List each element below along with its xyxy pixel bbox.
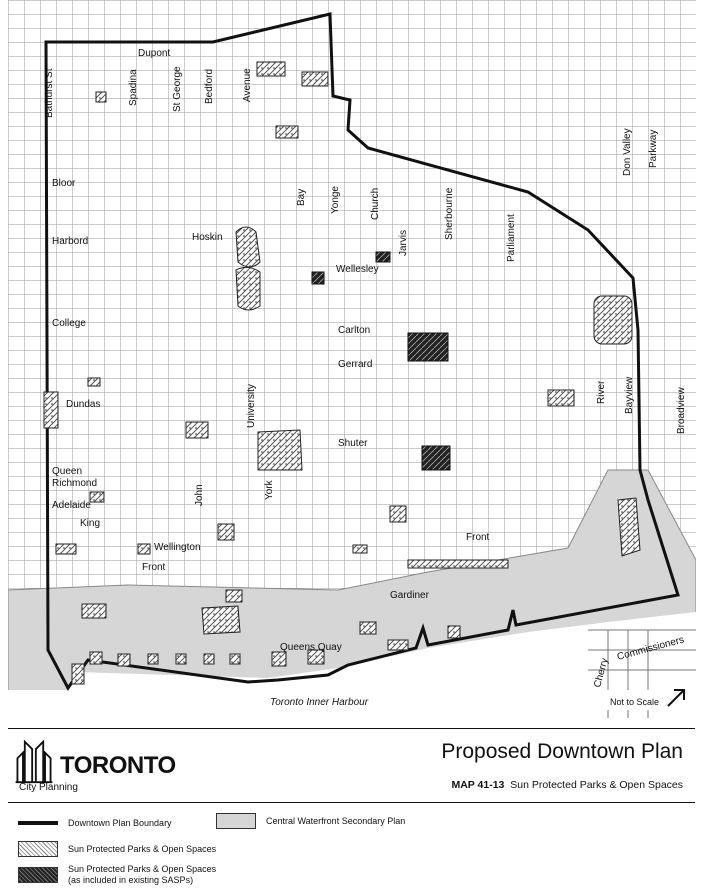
legend-label: (as included in existing SASPs) bbox=[68, 875, 194, 885]
street-label: Avenue bbox=[242, 68, 253, 102]
legend-label: Sun Protected Parks & Open Spaces bbox=[68, 844, 217, 854]
legend-label: Sun Protected Parks & Open Spaces bbox=[68, 864, 217, 874]
street-label: Bayview bbox=[624, 376, 635, 414]
street-label: Front bbox=[466, 532, 490, 543]
map-number: MAP 41-13 bbox=[451, 779, 505, 791]
sasp-parks-swatch bbox=[18, 867, 58, 883]
street-label: Gardiner bbox=[390, 590, 429, 601]
street-label: St George bbox=[172, 66, 183, 112]
street-label: Wellington bbox=[154, 542, 201, 553]
scale-note bbox=[606, 690, 688, 710]
street-label: Shuter bbox=[338, 438, 368, 449]
svg-text:Not to Scale: Not to Scale bbox=[610, 697, 660, 707]
legend-label: Downtown Plan Boundary bbox=[68, 818, 172, 828]
logo-division: City Planning bbox=[19, 782, 78, 793]
street-label: Gerrard bbox=[338, 359, 373, 370]
street-label: Church bbox=[370, 187, 381, 220]
street-label: Front bbox=[142, 562, 166, 573]
street-label: Bathurst St bbox=[44, 68, 55, 118]
street-label: Dupont bbox=[138, 48, 171, 59]
sun-parks-swatch bbox=[18, 841, 58, 857]
street-label: Richmond bbox=[52, 478, 98, 489]
legend-sasp-parks bbox=[18, 864, 216, 886]
legend-divider bbox=[8, 802, 695, 803]
street-label: Sherbourne bbox=[444, 187, 455, 240]
legend-sun-parks bbox=[18, 841, 216, 857]
street-label: Broadview bbox=[676, 387, 687, 434]
street-label: Bloor bbox=[52, 178, 76, 189]
street-label: Bay bbox=[296, 188, 307, 206]
boundary-swatch bbox=[18, 821, 58, 825]
logo-wordmark: TORONTO bbox=[60, 752, 176, 779]
toronto-logo-icon bbox=[14, 738, 54, 784]
street-label: Jarvis bbox=[398, 229, 409, 256]
legend-boundary bbox=[18, 818, 172, 828]
street-label: Harbord bbox=[52, 236, 89, 247]
street-label: Cherry bbox=[592, 656, 611, 689]
street-label: Don Valley bbox=[622, 128, 633, 176]
document-title: Proposed Downtown Plan bbox=[441, 740, 683, 763]
street-label: College bbox=[52, 318, 86, 329]
waterfront-swatch bbox=[216, 813, 256, 829]
street-label: Wellesley bbox=[336, 264, 379, 275]
street-label: River bbox=[596, 380, 607, 404]
street-label: Commissioners bbox=[615, 634, 686, 663]
street-label: John bbox=[194, 484, 205, 506]
street-label: King bbox=[80, 518, 101, 529]
footer-divider bbox=[8, 728, 695, 729]
legend-waterfront bbox=[216, 813, 405, 829]
water-label: Toronto Inner Harbour bbox=[270, 697, 369, 708]
map-subtitle: Sun Protected Parks & Open Spaces bbox=[510, 779, 683, 791]
street-label: Parliament bbox=[506, 214, 517, 262]
legend-label: Central Waterfront Secondary Plan bbox=[266, 816, 406, 826]
street-label: Hoskin bbox=[192, 232, 223, 243]
downtown-map bbox=[8, 0, 696, 718]
street-label: Bedford bbox=[204, 68, 215, 104]
map-code bbox=[451, 779, 683, 791]
street-label: Queen bbox=[52, 466, 83, 477]
street-label: Yonge bbox=[330, 186, 341, 214]
street-label: Parkway bbox=[648, 129, 659, 168]
street-label: York bbox=[264, 480, 275, 500]
street-label: Queens Quay bbox=[280, 642, 342, 653]
street-label: Adelaide bbox=[52, 500, 91, 511]
street-label: Dundas bbox=[66, 399, 101, 410]
street-label: Spadina bbox=[128, 69, 139, 106]
street-label: Carlton bbox=[338, 325, 371, 336]
street-label: University bbox=[246, 384, 257, 428]
